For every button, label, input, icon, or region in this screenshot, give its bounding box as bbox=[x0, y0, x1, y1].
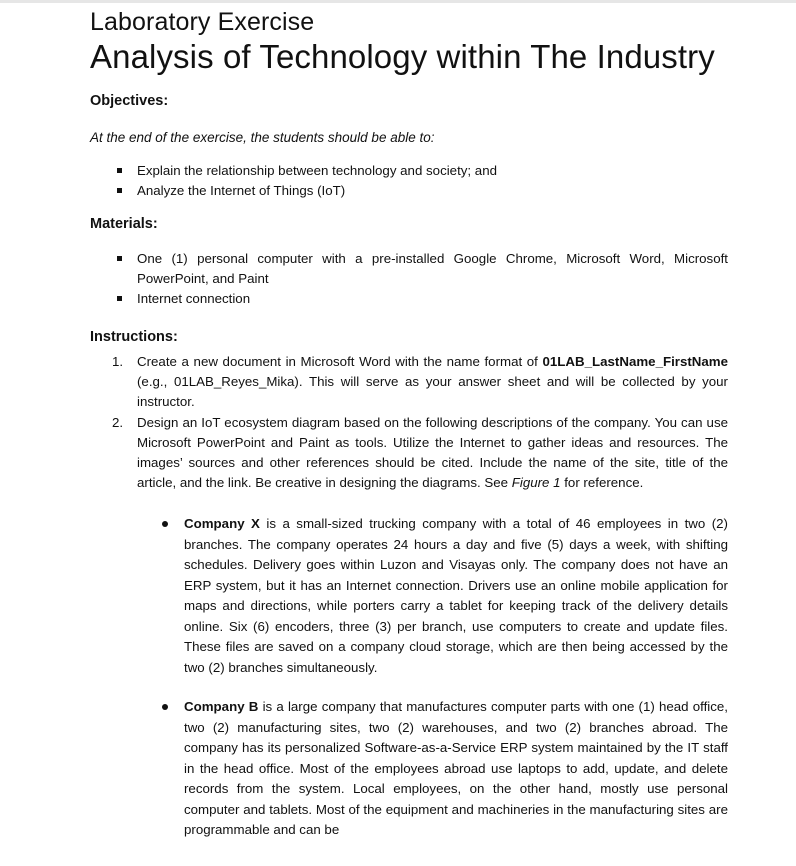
doc-title-small: Laboratory Exercise bbox=[90, 8, 315, 36]
company-name: Company B bbox=[184, 699, 259, 714]
file-name-format: 01LAB_LastName_FirstName bbox=[542, 354, 728, 369]
company-x-block bbox=[160, 514, 728, 678]
company-description: is a large company that manufactures computer parts with one (1) head office, two (2) manufacturing sites, two (2) warehouses, and two (2) branches abroad. The company has its personalized Software-as-a-Service ERP system maintained by the IT staff in the head office. Most of the employees abroad use laptops to add, update, and delete records from the system. Local employees, on the other hand, mostly use personal computer and tablets. Most of the equipment and machineries in the manufacturing sites are programmable and can be bbox=[184, 699, 729, 837]
square-bullet-icon bbox=[117, 168, 122, 173]
company-item bbox=[160, 514, 728, 678]
square-bullet-icon bbox=[117, 256, 122, 261]
objectives-intro: At the end of the exercise, the students should be able to: bbox=[90, 130, 435, 145]
doc-title-large: Analysis of Technology within The Industry bbox=[90, 38, 715, 75]
objective-item bbox=[117, 181, 728, 201]
step-text: Design an IoT ecosystem diagram based on the following descriptions of the company. You can use Microsoft PowerPoint and Paint as tools. Utilize the Internet to gather ideas and resources. The images’ sources and other references should be cited. Include the name of the site, title of the article, and the link. Be creative in designing the diagrams. See bbox=[137, 415, 728, 490]
objectives-list bbox=[117, 161, 728, 201]
step-text: Create a new document in Microsoft Word with the name format of bbox=[137, 354, 543, 369]
objective-text: Explain the relationship between technology and society; and bbox=[137, 163, 497, 178]
company-b-block bbox=[160, 697, 728, 841]
top-edge-shade bbox=[0, 0, 796, 3]
instruction-step-1 bbox=[112, 352, 728, 412]
round-bullet-icon bbox=[162, 521, 168, 527]
material-item bbox=[117, 289, 728, 309]
round-bullet-icon bbox=[162, 704, 168, 710]
objective-text: Analyze the Internet of Things (IoT) bbox=[137, 183, 346, 198]
square-bullet-icon bbox=[117, 296, 122, 301]
instruction-step-2 bbox=[112, 413, 728, 493]
figure-reference: Figure 1 bbox=[511, 475, 561, 490]
square-bullet-icon bbox=[117, 188, 122, 193]
company-description: is a small-sized trucking company with a total of 46 employees in two (2) branches. The company operates 24 hours a day and five (5) days a week, with shifting schedules. Delivery goes within Luzon and Visayas only. The company does not have an ERP system, but it has an Internet connection. Drivers use an online mobile application for maps and directions, while porters carry a tablet for keeping track of the delivery details online. Six (6) encoders, three (3) per branch, use computers to create and update files. These files are saved on a company cloud storage, which are then being accessed by the two (2) branches simultaneously. bbox=[184, 516, 728, 675]
instructions-list bbox=[112, 352, 728, 412]
instructions-list-2 bbox=[112, 413, 728, 493]
objectives-heading: Objectives: bbox=[90, 93, 169, 109]
materials-list bbox=[117, 249, 728, 309]
objective-item bbox=[117, 161, 728, 181]
materials-heading: Materials: bbox=[90, 216, 158, 232]
company-name: Company X bbox=[184, 516, 260, 531]
step-text-cont: (e.g., 01LAB_Reyes_Mika). This will serve as your answer sheet and will be collected by your instructor. bbox=[137, 374, 728, 409]
material-text: Internet connection bbox=[137, 291, 251, 306]
instructions-heading: Instructions: bbox=[90, 329, 178, 345]
company-item bbox=[160, 697, 728, 841]
material-text: One (1) personal computer with a pre-installed Google Chrome, Microsoft Word, Microsoft PowerPoint, and Paint bbox=[137, 251, 728, 286]
step-text-cont: for reference. bbox=[560, 475, 644, 490]
step-number: 2. bbox=[112, 415, 124, 430]
material-item bbox=[117, 249, 728, 289]
step-number: 1. bbox=[112, 354, 124, 369]
